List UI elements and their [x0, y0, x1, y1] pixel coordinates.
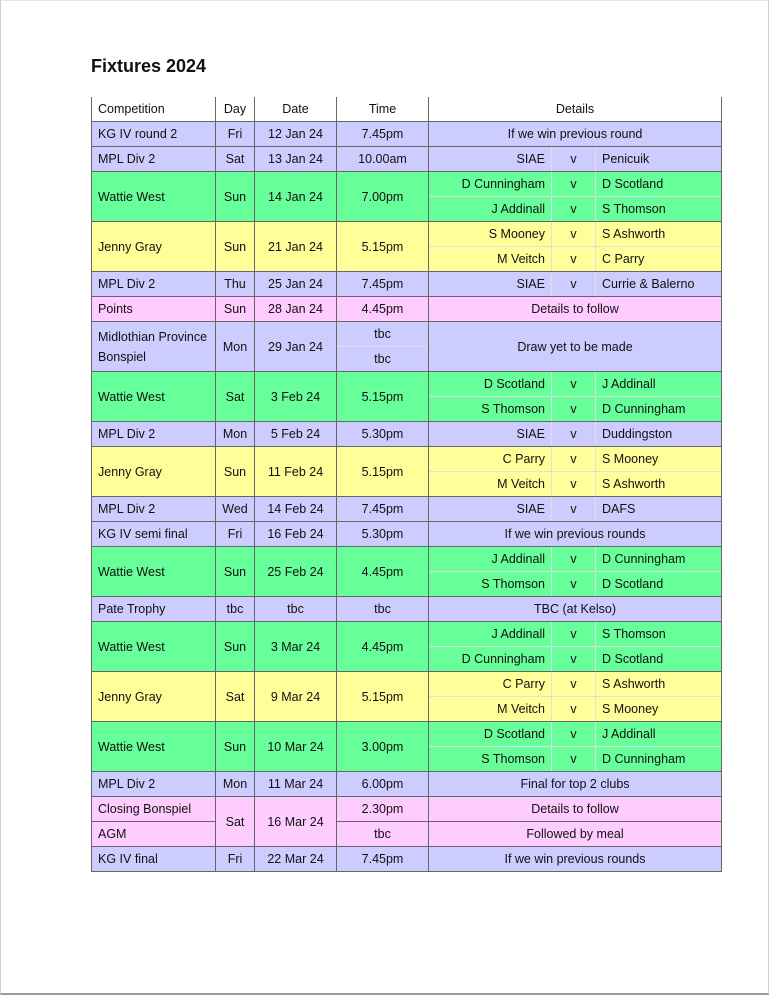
table-row — [92, 297, 722, 322]
date-cell: 14 Jan 24 — [255, 172, 337, 222]
competition-cell: Wattie West — [92, 722, 216, 772]
competition-cell: Jenny Gray — [92, 222, 216, 272]
away-team: D Cunningham — [596, 747, 722, 772]
versus: v — [552, 672, 596, 697]
details-cell: Details to follow — [429, 797, 722, 822]
competition-cell: MPL Div 2 — [92, 422, 216, 447]
date-cell: 11 Feb 24 — [255, 447, 337, 497]
time-cell: 5.15pm — [337, 672, 429, 722]
away-team: Penicuik — [596, 147, 722, 172]
away-team: S Mooney — [596, 447, 722, 472]
home-team: SIAE — [429, 497, 552, 522]
day-cell: Thu — [216, 272, 255, 297]
table-row — [92, 497, 722, 522]
time-cell: 4.45pm — [337, 622, 429, 672]
day-cell: Mon — [216, 322, 255, 372]
versus: v — [552, 472, 596, 497]
versus: v — [552, 422, 596, 447]
away-team: Currie & Balerno — [596, 272, 722, 297]
versus: v — [552, 247, 596, 272]
home-team: SIAE — [429, 272, 552, 297]
header-day: Day — [216, 97, 255, 122]
home-team: D Scotland — [429, 722, 552, 747]
table-row — [92, 172, 722, 197]
details-cell: If we win previous rounds — [429, 522, 722, 547]
competition-cell: Wattie West — [92, 547, 216, 597]
date-cell: 12 Jan 24 — [255, 122, 337, 147]
day-cell: Sun — [216, 172, 255, 222]
away-team: J Addinall — [596, 372, 722, 397]
time-cell: tbc — [337, 347, 429, 372]
table-row — [92, 822, 722, 847]
versus: v — [552, 272, 596, 297]
day-cell: Mon — [216, 422, 255, 447]
time-cell: tbc — [337, 822, 429, 847]
date-cell: 14 Feb 24 — [255, 497, 337, 522]
time-cell: 4.45pm — [337, 547, 429, 597]
day-cell: Sun — [216, 297, 255, 322]
competition-cell: Wattie West — [92, 622, 216, 672]
versus: v — [552, 447, 596, 472]
home-team: D Cunningham — [429, 172, 552, 197]
home-team: S Thomson — [429, 572, 552, 597]
home-team: J Addinall — [429, 547, 552, 572]
versus: v — [552, 622, 596, 647]
away-team: C Parry — [596, 247, 722, 272]
time-cell: 3.00pm — [337, 722, 429, 772]
competition-cell: AGM — [92, 822, 216, 847]
day-cell: Sun — [216, 547, 255, 597]
time-cell: 10.00am — [337, 147, 429, 172]
home-team: C Parry — [429, 672, 552, 697]
time-cell: 4.45pm — [337, 297, 429, 322]
day-cell: Sun — [216, 722, 255, 772]
time-cell: 5.15pm — [337, 222, 429, 272]
home-team: M Veitch — [429, 247, 552, 272]
competition-cell: KG IV semi final — [92, 522, 216, 547]
home-team: S Mooney — [429, 222, 552, 247]
day-cell: Sat — [216, 372, 255, 422]
day-cell: Sun — [216, 222, 255, 272]
time-cell: 2.30pm — [337, 797, 429, 822]
home-team: S Thomson — [429, 747, 552, 772]
home-team: J Addinall — [429, 197, 552, 222]
table-row — [92, 322, 722, 347]
away-team: D Cunningham — [596, 547, 722, 572]
table-row — [92, 722, 722, 747]
date-cell: 13 Jan 24 — [255, 147, 337, 172]
day-cell: Fri — [216, 522, 255, 547]
day-cell: Wed — [216, 497, 255, 522]
away-team: D Scotland — [596, 172, 722, 197]
competition-cell: MPL Div 2 — [92, 147, 216, 172]
header-competition: Competition — [92, 97, 216, 122]
table-row — [92, 147, 722, 172]
details-cell: TBC (at Kelso) — [429, 597, 722, 622]
competition-cell: MPL Div 2 — [92, 497, 216, 522]
date-cell: 28 Jan 24 — [255, 297, 337, 322]
competition-cell: Closing Bonspiel — [92, 797, 216, 822]
competition-cell: KG IV final — [92, 847, 216, 872]
home-team: SIAE — [429, 147, 552, 172]
versus: v — [552, 172, 596, 197]
competition-cell: Jenny Gray — [92, 447, 216, 497]
date-cell: 11 Mar 24 — [255, 772, 337, 797]
day-cell: Sat — [216, 797, 255, 847]
table-row — [92, 847, 722, 872]
day-cell: Sun — [216, 622, 255, 672]
date-cell: 25 Feb 24 — [255, 547, 337, 597]
competition-cell: KG IV round 2 — [92, 122, 216, 147]
time-cell: 7.45pm — [337, 122, 429, 147]
versus: v — [552, 372, 596, 397]
away-team: S Thomson — [596, 622, 722, 647]
versus: v — [552, 397, 596, 422]
time-cell: 5.30pm — [337, 422, 429, 447]
date-cell: 3 Feb 24 — [255, 372, 337, 422]
away-team: S Ashworth — [596, 472, 722, 497]
day-cell: Sun — [216, 447, 255, 497]
away-team: S Ashworth — [596, 222, 722, 247]
away-team: S Thomson — [596, 197, 722, 222]
time-cell: 7.45pm — [337, 497, 429, 522]
details-cell: Details to follow — [429, 297, 722, 322]
away-team: Duddingston — [596, 422, 722, 447]
date-cell: 21 Jan 24 — [255, 222, 337, 272]
time-cell: 5.15pm — [337, 372, 429, 422]
time-cell: 6.00pm — [337, 772, 429, 797]
versus: v — [552, 222, 596, 247]
day-cell: Sat — [216, 147, 255, 172]
table-row — [92, 547, 722, 572]
time-cell: 7.45pm — [337, 847, 429, 872]
home-team: J Addinall — [429, 622, 552, 647]
date-cell: 29 Jan 24 — [255, 322, 337, 372]
table-row — [92, 272, 722, 297]
table-row — [92, 672, 722, 697]
versus: v — [552, 497, 596, 522]
table-row — [92, 522, 722, 547]
time-cell: tbc — [337, 597, 429, 622]
date-cell: 9 Mar 24 — [255, 672, 337, 722]
day-cell: tbc — [216, 597, 255, 622]
details-cell: Followed by meal — [429, 822, 722, 847]
table-row — [92, 372, 722, 397]
date-cell: 16 Mar 24 — [255, 797, 337, 847]
table-row — [92, 122, 722, 147]
time-cell: 5.30pm — [337, 522, 429, 547]
date-cell: 10 Mar 24 — [255, 722, 337, 772]
date-cell: tbc — [255, 597, 337, 622]
away-team: D Scotland — [596, 572, 722, 597]
competition-cell: Wattie West — [92, 172, 216, 222]
competition-cell: Midlothian Province Bonspiel — [92, 322, 216, 372]
table-header-row — [92, 97, 722, 122]
table-row — [92, 422, 722, 447]
day-cell: Mon — [216, 772, 255, 797]
table-row — [92, 597, 722, 622]
table-row — [92, 447, 722, 472]
versus: v — [552, 747, 596, 772]
day-cell: Fri — [216, 122, 255, 147]
competition-cell: Points — [92, 297, 216, 322]
table-row — [92, 622, 722, 647]
time-cell: 5.15pm — [337, 447, 429, 497]
versus: v — [552, 647, 596, 672]
away-team: DAFS — [596, 497, 722, 522]
date-cell: 16 Feb 24 — [255, 522, 337, 547]
date-cell: 25 Jan 24 — [255, 272, 337, 297]
away-team: S Mooney — [596, 697, 722, 722]
time-cell: tbc — [337, 322, 429, 347]
header-time: Time — [337, 97, 429, 122]
competition-cell: MPL Div 2 — [92, 272, 216, 297]
versus: v — [552, 572, 596, 597]
away-team: S Ashworth — [596, 672, 722, 697]
versus: v — [552, 197, 596, 222]
time-cell: 7.00pm — [337, 172, 429, 222]
home-team: S Thomson — [429, 397, 552, 422]
details-cell: If we win previous round — [429, 122, 722, 147]
away-team: J Addinall — [596, 722, 722, 747]
home-team: M Veitch — [429, 697, 552, 722]
day-cell: Fri — [216, 847, 255, 872]
day-cell: Sat — [216, 672, 255, 722]
home-team: D Scotland — [429, 372, 552, 397]
table-row — [92, 797, 722, 822]
competition-cell: Wattie West — [92, 372, 216, 422]
away-team: D Cunningham — [596, 397, 722, 422]
header-date: Date — [255, 97, 337, 122]
versus: v — [552, 547, 596, 572]
versus: v — [552, 697, 596, 722]
date-cell: 22 Mar 24 — [255, 847, 337, 872]
competition-cell: Pate Trophy — [92, 597, 216, 622]
table-row — [92, 772, 722, 797]
home-team: M Veitch — [429, 472, 552, 497]
versus: v — [552, 147, 596, 172]
details-cell: If we win previous rounds — [429, 847, 722, 872]
competition-cell: Jenny Gray — [92, 672, 216, 722]
home-team: SIAE — [429, 422, 552, 447]
date-cell: 3 Mar 24 — [255, 622, 337, 672]
home-team: D Cunningham — [429, 647, 552, 672]
home-team: C Parry — [429, 447, 552, 472]
details-cell: Final for top 2 clubs — [429, 772, 722, 797]
competition-cell: MPL Div 2 — [92, 772, 216, 797]
table-row — [92, 222, 722, 247]
versus: v — [552, 722, 596, 747]
away-team: D Scotland — [596, 647, 722, 672]
time-cell: 7.45pm — [337, 272, 429, 297]
page-title: Fixtures 2024 — [91, 56, 207, 76]
details-cell: Draw yet to be made — [429, 322, 722, 372]
date-cell: 5 Feb 24 — [255, 422, 337, 447]
header-details: Details — [429, 97, 722, 122]
fixtures-table — [91, 97, 722, 872]
